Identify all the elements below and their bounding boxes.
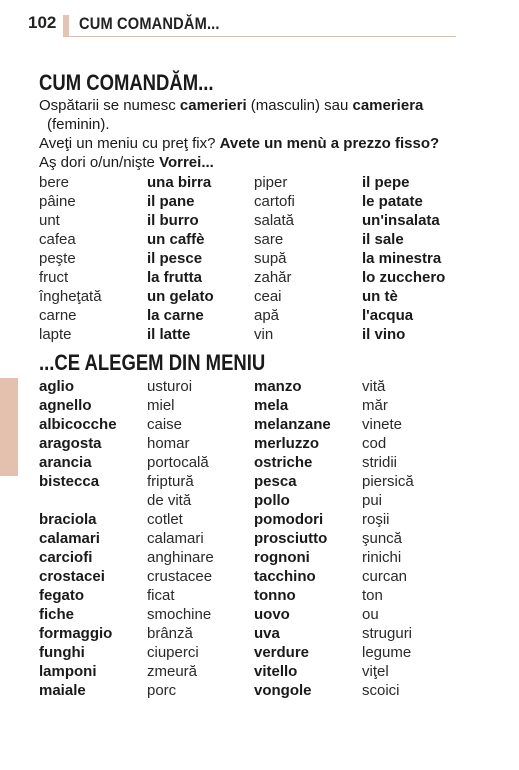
table-row xyxy=(39,230,469,249)
italian-term: vongole xyxy=(254,682,312,699)
table-row xyxy=(39,548,469,567)
italian-term: il pesce xyxy=(147,250,203,267)
romanian-term: sare xyxy=(254,231,284,248)
italian-term: pomodori xyxy=(254,511,324,528)
table-row xyxy=(39,586,469,605)
romanian-term: brânză xyxy=(147,625,193,642)
table-row xyxy=(39,325,469,344)
italian-term: cameriera xyxy=(352,97,424,114)
header-accent-bar xyxy=(63,15,69,37)
italian-term: il sale xyxy=(362,231,404,248)
italian-term: uva xyxy=(254,625,280,642)
table-row xyxy=(39,192,469,211)
table-row xyxy=(39,662,469,681)
table-row xyxy=(39,624,469,643)
romanian-term: unt xyxy=(39,212,60,229)
italian-term: melanzane xyxy=(254,416,331,433)
italian-term: il pepe xyxy=(362,174,410,191)
waiters-line-cont: (feminin). xyxy=(47,116,110,133)
italian-term xyxy=(39,491,147,510)
italian-term: il vino xyxy=(362,326,406,343)
table-row xyxy=(39,377,469,396)
table-row xyxy=(39,306,469,325)
romanian-term: de vită xyxy=(147,492,192,509)
italian-term: maiale xyxy=(39,682,86,699)
table-row xyxy=(39,491,469,510)
table-row xyxy=(39,434,469,453)
italian-term: fegato xyxy=(39,587,84,604)
italian-phrase: Vorrei... xyxy=(159,154,214,171)
romanian-term: cod xyxy=(362,435,387,452)
italian-term: vitello xyxy=(254,663,298,680)
italian-term: ostriche xyxy=(254,454,313,471)
table-row xyxy=(39,529,469,548)
romanian-term: curcan xyxy=(362,568,408,585)
romanian-term: cotlet xyxy=(147,511,183,528)
romanian-term: cartofi xyxy=(254,193,295,210)
romanian-term: calamari xyxy=(147,530,204,547)
italian-term: mela xyxy=(254,397,289,414)
italian-term: funghi xyxy=(39,644,85,661)
italian-term: un caffè xyxy=(147,231,205,248)
romanian-term: rinichi xyxy=(362,549,402,566)
table-row xyxy=(39,681,469,700)
table-row xyxy=(39,643,469,662)
romanian-term: măr xyxy=(362,397,388,414)
table-row xyxy=(39,287,469,306)
text-segment: Aş dori o/un/nişte xyxy=(39,154,160,171)
romanian-term: fruct xyxy=(39,269,69,286)
romanian-term: ficat xyxy=(147,587,175,604)
table-row xyxy=(39,268,469,287)
page-number: 102 xyxy=(28,13,57,32)
would-like-line xyxy=(39,153,469,172)
italian-term: la frutta xyxy=(147,269,203,286)
italian-term: tacchino xyxy=(254,568,316,585)
romanian-term: homar xyxy=(147,435,190,452)
italian-term: la carne xyxy=(147,307,204,324)
romanian-term: usturoi xyxy=(147,378,193,395)
italian-term: un tè xyxy=(362,288,398,305)
romanian-term: legume xyxy=(362,644,412,661)
section-title-menu: ...CE ALEGEM DIN MENIU xyxy=(39,350,266,375)
italian-term: la minestra xyxy=(362,250,442,267)
italian-term: tonno xyxy=(254,587,296,604)
romanian-term: vită xyxy=(362,378,386,395)
page-content xyxy=(39,70,469,700)
romanian-term: bere xyxy=(39,174,70,191)
waiters-line xyxy=(39,96,469,115)
romanian-term: porc xyxy=(147,682,177,699)
fixed-menu-line xyxy=(39,134,469,153)
romanian-term: şuncă xyxy=(362,530,403,547)
italian-term: pesca xyxy=(254,473,297,490)
table-row xyxy=(39,567,469,586)
table-row xyxy=(39,396,469,415)
table-row xyxy=(39,211,469,230)
romanian-term: ton xyxy=(362,587,383,604)
italian-term: verdure xyxy=(254,644,310,661)
romanian-term: piersică xyxy=(362,473,414,490)
romanian-term: lapte xyxy=(39,326,72,343)
romanian-term: roşii xyxy=(362,511,390,528)
romanian-term: caise xyxy=(147,416,183,433)
romanian-term: smochine xyxy=(147,606,212,623)
romanian-term: miel xyxy=(147,397,175,414)
italian-term: bistecca xyxy=(39,473,100,490)
side-thumb-tab xyxy=(0,378,18,476)
italian-term: carciofi xyxy=(39,549,93,566)
italian-phrase: Avete un menù a prezzo fisso? xyxy=(219,135,440,152)
table-row xyxy=(39,605,469,624)
romanian-term: apă xyxy=(254,307,280,324)
romanian-term: zahăr xyxy=(254,269,292,286)
italian-term: le patate xyxy=(362,193,423,210)
italian-term: prosciutto xyxy=(254,530,328,547)
italian-term: albicocche xyxy=(39,416,117,433)
romanian-term: ciuperci xyxy=(147,644,199,661)
romanian-term: pui xyxy=(362,492,383,509)
ordering-vocab-table xyxy=(39,173,469,344)
menu-vocab-table xyxy=(39,377,469,700)
romanian-term: ou xyxy=(362,606,379,623)
romanian-term: vin xyxy=(254,326,274,343)
italian-term: fiche xyxy=(39,606,75,623)
italian-term: crostacei xyxy=(39,568,105,585)
italian-term: agnello xyxy=(39,397,92,414)
romanian-term: crustacee xyxy=(147,568,213,585)
romanian-term: carne xyxy=(39,307,77,324)
italian-term: il pane xyxy=(147,193,195,210)
romanian-term: îngheţată xyxy=(39,288,102,305)
italian-term: rognoni xyxy=(254,549,310,566)
italian-term: lamponi xyxy=(39,663,97,680)
page-header xyxy=(0,0,519,40)
romanian-term: cafea xyxy=(39,231,76,248)
italian-term: braciola xyxy=(39,511,97,528)
italian-term: aragosta xyxy=(39,435,102,452)
romanian-term: salată xyxy=(254,212,295,229)
italian-term: il burro xyxy=(147,212,199,229)
table-row xyxy=(39,510,469,529)
italian-term: manzo xyxy=(254,378,302,395)
romanian-term: piper xyxy=(254,174,288,191)
table-row xyxy=(39,173,469,192)
italian-term: lo zucchero xyxy=(362,269,446,286)
italian-term: merluzzo xyxy=(254,435,320,452)
italian-term: calamari xyxy=(39,530,100,547)
romanian-term: struguri xyxy=(362,625,413,642)
text-segment: Aveţi un meniu cu preţ fix? xyxy=(39,135,220,152)
romanian-term: anghinare xyxy=(147,549,214,566)
romanian-term: portocală xyxy=(147,454,209,471)
italian-term: l'acqua xyxy=(362,307,414,324)
romanian-term: scoici xyxy=(362,682,400,699)
running-title: CUM COMANDĂM... xyxy=(79,14,220,33)
table-row xyxy=(39,415,469,434)
italian-term: il latte xyxy=(147,326,191,343)
section-title-ordering: CUM COMANDĂM... xyxy=(39,70,214,95)
table-row xyxy=(39,453,469,472)
romanian-term: peşte xyxy=(39,250,76,267)
text-segment: (masculin) sau xyxy=(246,97,353,114)
italian-term: un'insalata xyxy=(362,212,440,229)
romanian-term: stridii xyxy=(362,454,398,471)
italian-term: uovo xyxy=(254,606,290,623)
italian-term: arancia xyxy=(39,454,92,471)
romanian-term: friptură xyxy=(147,473,194,490)
romanian-term: zmeură xyxy=(147,663,198,680)
italian-term: una birra xyxy=(147,174,212,191)
romanian-term: ceai xyxy=(254,288,282,305)
italian-term: formaggio xyxy=(39,625,113,642)
italian-term: pollo xyxy=(254,492,290,509)
table-row xyxy=(39,472,469,491)
header-rule xyxy=(63,36,456,37)
romanian-term: vinete xyxy=(362,416,403,433)
romanian-term: supă xyxy=(254,250,287,267)
table-row xyxy=(39,249,469,268)
text-segment: Ospătarii se numesc xyxy=(39,97,180,114)
italian-term: camerieri xyxy=(179,97,247,114)
romanian-term: viţel xyxy=(362,663,389,680)
romanian-term: pâine xyxy=(39,193,76,210)
italian-term: aglio xyxy=(39,378,75,395)
italian-term: un gelato xyxy=(147,288,214,305)
